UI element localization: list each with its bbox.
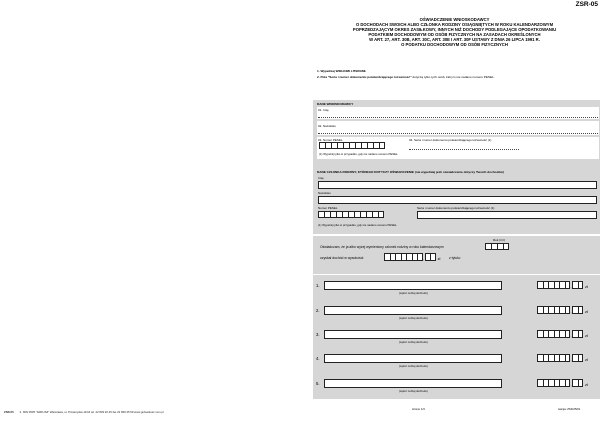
income-rows-panel xyxy=(313,275,600,399)
title-line: W ART. 27, ART. 30B, ART. 30C, ART. 30E I ART. 30F USTAWY Z DNIA 26 LIPCA 1991 R. xyxy=(369,37,540,43)
pesel-label: 03. Numer PESEL xyxy=(318,138,343,142)
title-line: OŚWIADCZENIE WNIOSKODAWCY xyxy=(419,17,490,22)
applicant-id-document-input[interactable] xyxy=(409,149,519,150)
left-page-footer xyxy=(4,410,164,414)
dotted-line xyxy=(318,133,598,134)
applicant-id-row xyxy=(317,137,599,159)
income-amount-input[interactable]: , zł xyxy=(537,281,588,289)
member-first-name-input[interactable] xyxy=(318,181,597,189)
note-1: 1. Wypełniaj WIELKIMI LITERAMI. xyxy=(317,69,367,73)
declared-income-input[interactable]: , zł xyxy=(384,253,440,261)
applicant-first-name-field[interactable] xyxy=(317,107,599,119)
applicant-surname-field[interactable] xyxy=(317,121,599,135)
declaration-panel xyxy=(313,236,600,274)
year-label: Rok (rrrr) xyxy=(493,238,506,242)
income-type-input[interactable] xyxy=(324,354,502,363)
currency-label: zł xyxy=(585,357,588,362)
form-version: wersja: ZSR-05/01 xyxy=(558,408,581,411)
family-member-header: DANE CZŁONKA RODZINY, KTÓREGO DOTYCZY OŚWIADCZENIE (nie wypełniaj jeśli oświadczenie dotyczy Twoich dochodów) xyxy=(317,170,504,174)
row-number: 1. xyxy=(316,283,320,288)
form-page xyxy=(305,0,600,421)
income-type-hint: (wpisz rodzaj dochodu) xyxy=(399,364,428,368)
income-type-input[interactable] xyxy=(324,306,502,315)
left-footer-code: ZSR-05 xyxy=(4,410,14,414)
income-type-hint: (wpisz rodzaj dochodu) xyxy=(399,291,428,295)
year-input[interactable] xyxy=(485,243,509,250)
income-type-input[interactable] xyxy=(324,330,502,339)
member-footnote: (1) Wypełnij tylko w przypadku, gdy nie nadano numeru PESEL. xyxy=(318,223,398,227)
member-surname-label: Nazwisko xyxy=(318,191,331,195)
title-line: O PODATKU DOCHODOWYM OD OSÓB FIZYCZNYCH xyxy=(401,42,508,48)
note-2 xyxy=(317,74,495,80)
row-number: 5. xyxy=(316,381,320,386)
member-id-document-input[interactable] xyxy=(417,211,597,219)
declaration-suffix: z tytułu: xyxy=(449,256,461,260)
note-2-rest: dotyczą tylko tych osób, którym nie nadano numeru PESEL. xyxy=(411,75,495,79)
member-pesel-label: Numer PESEL xyxy=(318,206,338,210)
member-pesel-input[interactable] xyxy=(318,211,384,218)
declaration-line-1: Oświadczam, że ja albo wyżej wymieniony członek rodziny w roku kalendarzowym xyxy=(320,245,444,249)
income-type-hint: (wpisz rodzaj dochodu) xyxy=(399,316,428,320)
income-amount-input[interactable]: , zł xyxy=(537,354,588,362)
form-code: ZSR-05 xyxy=(575,1,598,8)
title-line: O DOCHODACH SWOICH ALBO CZŁONKA RODZINY OSIĄGNIĘTYCH W ROKU KALENDARZOWYM xyxy=(355,22,554,28)
id-document-label: 04. Seria i numer dokumentu potwierdzającego tożsamość (1) xyxy=(409,138,492,142)
title-line: PODATKIEM DOCHODOWYM OD OSÓB FIZYCZNYCH NA ZASADACH OKREŚLONYCH xyxy=(368,32,541,38)
income-type-input[interactable] xyxy=(324,281,502,290)
note-2-bold: 2. Pola "Seria i numer dokumentu potwierdzającego tożsamość" xyxy=(317,75,412,79)
applicant-header: DANE WNIOSKODAWCY xyxy=(317,102,354,106)
currency-label: zł xyxy=(585,382,588,387)
member-id-document-label: Seria i numer dokumentu potwierdzającego tożsamość (1) xyxy=(417,206,495,210)
income-type-input[interactable] xyxy=(324,379,502,388)
applicant-pesel-input[interactable] xyxy=(319,142,385,149)
row-number: 2. xyxy=(316,308,320,313)
first-name-label: 01. Imię xyxy=(318,108,329,112)
applicant-footnote: (1) Wypełnij tylko w przypadku, gdy nie nadano numeru PESEL. xyxy=(319,152,399,156)
currency-label: zł xyxy=(585,309,588,314)
member-surname-input[interactable] xyxy=(318,196,597,204)
surname-label: 02. Nazwisko xyxy=(318,124,336,128)
family-member-panel xyxy=(313,168,600,234)
income-type-hint: (wpisz rodzaj dochodu) xyxy=(399,340,428,344)
income-amount-input[interactable]: , zł xyxy=(537,330,588,338)
income-amount-input[interactable]: , zł xyxy=(537,306,588,314)
page-number: strona: 1/3 xyxy=(412,408,425,411)
applicant-panel xyxy=(313,100,600,168)
member-first-name-label: Imię xyxy=(318,176,324,180)
income-type-hint: (wpisz rodzaj dochodu) xyxy=(399,389,428,393)
row-number: 3. xyxy=(316,332,320,337)
currency-label: zł xyxy=(437,256,441,261)
income-amount-input[interactable]: , zł xyxy=(537,379,588,387)
left-footer-text: 2. ISW 0535 "ARKUSZ" Warszawa, ul. Przasnyska 11/16 tel. 22 839 20 45 fax 22 839 35 59 www.gofoarkusz.com.pl xyxy=(19,410,164,414)
form-title xyxy=(317,17,592,48)
row-number: 4. xyxy=(316,356,320,361)
title-line: POPRZEDZAJĄCYM OKRES ZASIŁKOWY, INNYCH NIŻ DOCHODY PODLEGAJĄCE OPODATKOWANIU xyxy=(352,27,557,33)
currency-label: zł xyxy=(585,284,588,289)
declaration-line-2: uzyskał dochód w wysokości: xyxy=(320,256,365,260)
instructions xyxy=(317,68,495,80)
currency-label: zł xyxy=(585,333,588,338)
dotted-line xyxy=(318,117,598,118)
